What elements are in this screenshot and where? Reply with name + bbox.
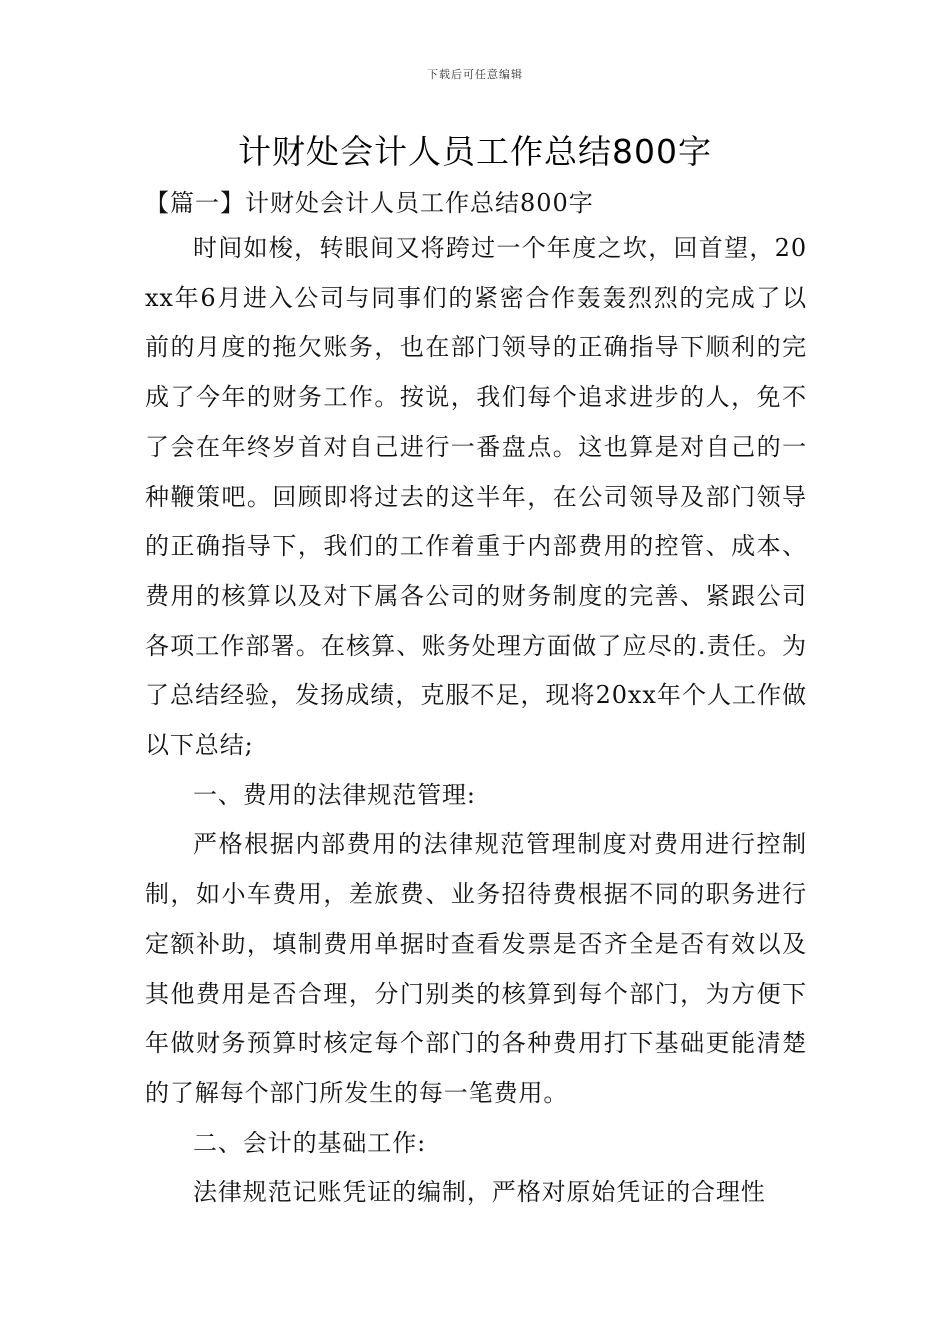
- document-title: 计财处会计人员工作总结800字: [238, 132, 712, 171]
- paragraph-accounting-basics: 法律规范记账凭证的编制，严格对原始凭证的合理性: [193, 1178, 766, 1207]
- paragraph-intro: 时间如梭，转眼间又将跨过一个年度之坎，回首望，20xx年6月进入公司与同事们的紧密合作轰轰烈烈的完成了以前的月度的拖欠账务，也在部门领导的正确指导下顺利的完成了今年的财务工作。按说，我们每个追求进步的人，免不了会在年终岁首对自己进行一番盘点。这也算是对自己的一种鞭策吧。回顾即将过去的这半年，在公司领导及部门领导的正确指导下，我们的工作着重于内部费用的控管、成本、费用的核算以及对下属各公司的财务制度的完善、紧跟公司各项工作部署。在核算、账务处理方面做了应尽的.责任。为了总结经验，发扬成绩，克服不足，现将20xx年个人工作做以下总结;: [145, 234, 807, 760]
- paragraph-expense-management: 严格根据内部费用的法律规范管理制度对费用进行控制制，如小车费用，差旅费、业务招待费根据不同的职务进行定额补助，填制费用单据时查看发票是否齐全是否有效以及其他费用是否合理，分门别类的核算到每个部门，为方便下年做财务预算时核定每个部门的各种费用打下基础更能清楚的了解每个部门所发生的每一笔费用。: [145, 830, 807, 1107]
- body-text: [145, 224, 807, 1218]
- paragraph-heading-expense: 一、费用的法律规范管理:: [193, 780, 476, 809]
- paragraph-heading-accounting: 二、会计的基础工作:: [193, 1128, 427, 1157]
- section-heading: 【篇一】计财处会计人员工作总结800字: [145, 189, 594, 217]
- header-note: 下载后可任意编辑: [427, 68, 523, 81]
